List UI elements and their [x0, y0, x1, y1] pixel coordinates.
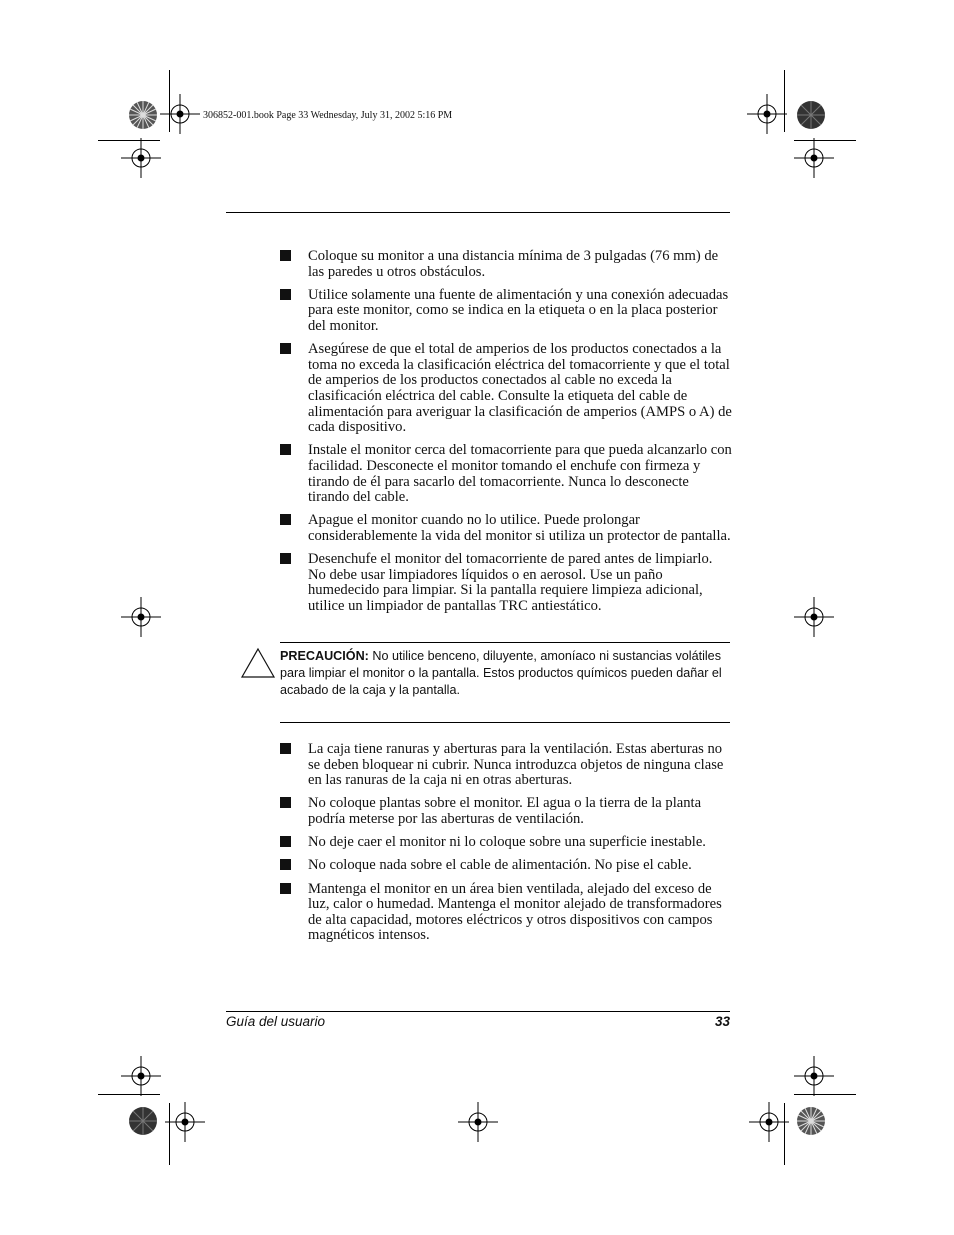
- square-bullet-icon: [280, 289, 291, 300]
- list-item: Coloque su monitor a una distancia mínima de 3 pulgadas (76 mm) de las paredes u otros obstáculos.: [280, 249, 732, 280]
- registration-mark-icon: [794, 597, 834, 637]
- square-bullet-icon: [280, 859, 291, 870]
- footer-rule: [226, 1011, 730, 1012]
- square-bullet-icon: [280, 797, 291, 808]
- list-item: Desenchufe el monitor del tomacorriente de pared antes de limpiarlo. No debe usar limpiadores líquidos o en aerosol. Use un paño humedecido para limpiar. Si la pantalla requiere limpieza adicional, utilice un limpiador de pantallas TRC antiestático.: [280, 552, 732, 614]
- square-bullet-icon: [280, 343, 291, 354]
- list-item: No coloque plantas sobre el monitor. El agua o la tierra de la planta podría meterse por las aberturas de ventilación.: [280, 796, 732, 827]
- registration-mark-icon: [165, 1102, 205, 1142]
- star-target-icon: [128, 1106, 158, 1136]
- star-target-icon: [128, 100, 158, 130]
- registration-mark-icon: [121, 138, 161, 178]
- caution-triangle-icon: [240, 647, 276, 679]
- list-item: No deje caer el monitor ni lo coloque sobre una superficie inestable.: [280, 835, 732, 851]
- print-stamp: 306852-001.book Page 33 Wednesday, July 31, 2002 5:16 PM: [203, 110, 453, 121]
- square-bullet-icon: [280, 514, 291, 525]
- list-item: Utilice solamente una fuente de alimentación y una conexión adecuadas para este monitor, como se indica en la etiqueta o en la placa posterior del monitor.: [280, 288, 732, 335]
- bullet-list-bottom: [280, 742, 732, 952]
- caution-label: PRECAUCIÓN:: [280, 649, 369, 663]
- page-number: 33: [714, 1014, 730, 1029]
- list-item: Asegúrese de que el total de amperios de los productos conectados a la toma no exceda la clasificación eléctrica del tomacorriente y que el total de amperios de los productos conectados al cable no exceda la clasificación eléctrica del cable. Consulte la etiqueta del cable de alimentación para averiguar la clasificación de amperios (AMPS o A) de cada dispositivo.: [280, 342, 732, 436]
- square-bullet-icon: [280, 444, 291, 455]
- list-item: La caja tiene ranuras y aberturas para la ventilación. Estas aberturas no se deben bloquear ni cubrir. Nunca introduzca objetos de ninguna clase en las ranuras de la caja ni en otras aberturas.: [280, 742, 732, 789]
- caution-text: No utilice benceno, diluyente, amoníaco ni sustancias volátiles para limpiar el monitor o la pantalla. Estos productos químicos pueden dañar el acabado de la caja y la pantalla.: [280, 649, 722, 698]
- list-item: Mantenga el monitor en un área bien ventilada, alejado del exceso de luz, calor o humedad. Mantenga el monitor alejado de transformadores de alta capacidad, motores eléctricos y otros dispositivos con campos magnéticos intensos.: [280, 882, 732, 944]
- caution-bottom-rule: [280, 722, 730, 723]
- footer-title: Guía del usuario: [226, 1014, 326, 1029]
- registration-mark-icon: [794, 138, 834, 178]
- registration-mark-icon: [121, 597, 161, 637]
- caution-note: [280, 648, 730, 700]
- square-bullet-icon: [280, 553, 291, 564]
- square-bullet-icon: [280, 836, 291, 847]
- square-bullet-icon: [280, 743, 291, 754]
- list-item: No coloque nada sobre el cable de alimentación. No pise el cable.: [280, 858, 732, 874]
- registration-mark-icon: [121, 1056, 161, 1096]
- square-bullet-icon: [280, 250, 291, 261]
- registration-mark-icon: [747, 94, 787, 134]
- registration-mark-icon: [458, 1102, 498, 1142]
- registration-mark-icon: [794, 1056, 834, 1096]
- registration-mark-icon: [749, 1102, 789, 1142]
- caution-top-rule: [280, 642, 730, 643]
- bullet-list-top: [280, 249, 732, 622]
- list-item: Instale el monitor cerca del tomacorriente para que pueda alcanzarlo con facilidad. Desconecte el monitor tomando el enchufe con firmeza y tirando de él para sacarlo del tomacorriente. Nunca lo desconecte tirando del cable.: [280, 443, 732, 505]
- header-rule: [226, 212, 730, 213]
- star-target-icon: [796, 1106, 826, 1136]
- star-target-icon: [796, 100, 826, 130]
- list-item: Apague el monitor cuando no lo utilice. Puede prolongar considerablemente la vida del monitor si utiliza un protector de pantalla.: [280, 513, 732, 544]
- square-bullet-icon: [280, 883, 291, 894]
- registration-mark-icon: [160, 94, 200, 134]
